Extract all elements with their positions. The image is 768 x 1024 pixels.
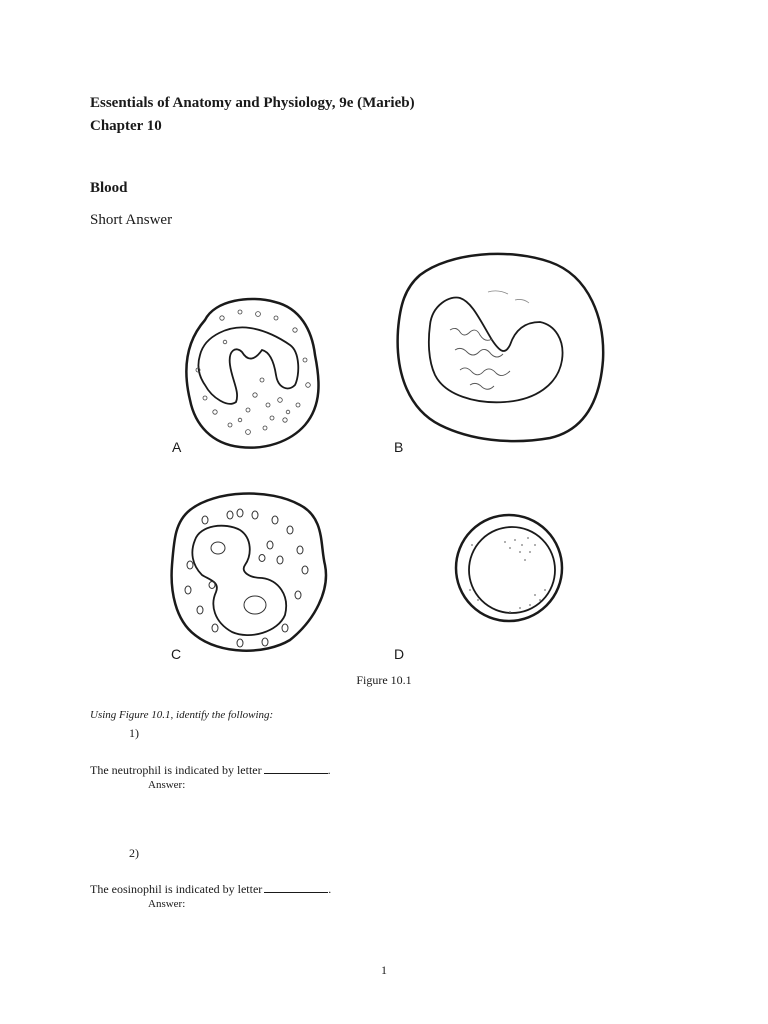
chapter-heading: Chapter 10 bbox=[90, 118, 162, 134]
question-1-answer-label: Answer: bbox=[148, 779, 186, 791]
question-2-answer-label: Answer: bbox=[148, 898, 186, 910]
question-1-number: 1) bbox=[129, 726, 139, 740]
cell-b-drawing bbox=[398, 254, 604, 441]
figure-caption: Figure 10.1 bbox=[356, 673, 412, 687]
question-2-number: 2) bbox=[129, 846, 139, 860]
instructions: Using Figure 10.1, identify the following: bbox=[90, 709, 274, 721]
page-number: 1 bbox=[381, 963, 387, 977]
figure-label-a: A bbox=[172, 439, 182, 455]
question-1-prompt: The neutrophil is indicated by letter bbox=[90, 763, 262, 777]
cell-a-drawing bbox=[186, 299, 318, 448]
question-2-answer-blank bbox=[264, 881, 328, 893]
subsection-heading: Short Answer bbox=[90, 212, 173, 228]
figure-label-c: C bbox=[171, 646, 182, 662]
figure-label-b: B bbox=[394, 439, 404, 455]
figure-label-d: D bbox=[394, 646, 405, 662]
cell-c-drawing bbox=[172, 494, 326, 651]
question-2-prompt: The eosinophil is indicated by letter bbox=[90, 882, 263, 896]
question-1-answer-blank bbox=[264, 762, 328, 774]
question-1-text bbox=[90, 762, 331, 778]
section-heading: Blood bbox=[90, 180, 128, 196]
question-2-text bbox=[90, 881, 331, 897]
book-title: Essentials of Anatomy and Physiology, 9e (Marieb) bbox=[90, 95, 415, 111]
cell-d-drawing bbox=[456, 515, 562, 621]
question-1-period: . bbox=[327, 763, 331, 777]
question-2-period: . bbox=[328, 882, 332, 896]
